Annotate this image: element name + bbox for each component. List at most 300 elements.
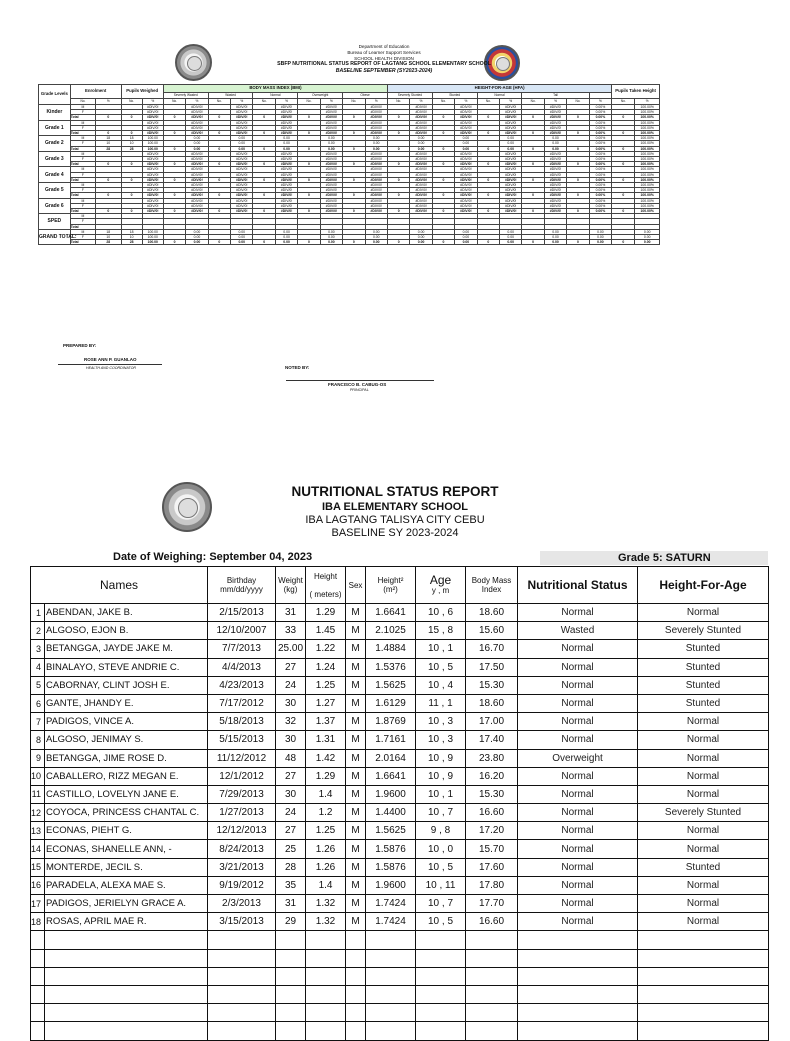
status-no-cell: 0 — [522, 131, 544, 136]
status-pct-cell: 0.00 — [410, 141, 432, 146]
tall-pct-cell: 0.00 — [589, 235, 612, 240]
tall-pct-cell: 0.00% — [589, 209, 612, 214]
pupils-weighed-no-cell: 0 — [121, 162, 142, 167]
header-weight-label: Weight — [278, 576, 303, 585]
status-pct-cell: #DIV/0! — [544, 209, 566, 214]
status-pct-cell: #DIV/0! — [544, 172, 566, 177]
sex-cell: M — [346, 604, 366, 622]
height-squared-cell: 1.5625 — [366, 822, 416, 840]
birthday-cell: 7/7/2013 — [208, 640, 276, 658]
empty-table-row — [31, 1004, 769, 1022]
student-name: GANTE, JHANDY E. — [45, 694, 208, 712]
nutritional-status-cell: Normal — [518, 676, 638, 694]
sex-label: Total — [70, 146, 95, 151]
report-title: NUTRITIONAL STATUS REPORT — [291, 484, 499, 499]
empty-cell — [416, 1004, 466, 1022]
status-pct-cell: #DIV/0! — [231, 125, 253, 130]
height-squared-cell: 1.4400 — [366, 804, 416, 822]
no-subheader: No. — [70, 99, 95, 105]
pupils-weighed-pct-cell: 100.00 — [142, 235, 163, 240]
nutritional-status-cell: Normal — [518, 767, 638, 785]
summary-row — [39, 240, 660, 245]
height-for-age-cell: Normal — [638, 604, 769, 622]
status-pct-cell: #DIV/0! — [365, 167, 387, 172]
height-for-age-cell: Stunted — [638, 640, 769, 658]
hfa-subheader: Normal — [477, 93, 522, 99]
status-pct-cell: #DIV/0! — [186, 193, 208, 198]
taken-height-pct-cell: 100.00% — [635, 177, 660, 182]
height-for-age-cell: Normal — [638, 840, 769, 858]
age-cell: 11 , 1 — [416, 694, 466, 712]
sex-label: Total — [70, 193, 95, 198]
header-height — [306, 567, 346, 604]
student-name: CABALLERO, RIZZ MEGAN E. — [45, 767, 208, 785]
empty-cell — [31, 931, 45, 949]
status-no-cell: 0 — [477, 162, 499, 167]
empty-cell — [366, 931, 416, 949]
no-subheader: No. — [253, 99, 275, 105]
status-pct-cell: #DIV/0! — [320, 105, 342, 110]
status-no-cell: 0 — [208, 115, 230, 120]
status-pct-cell: #DIV/0! — [365, 151, 387, 156]
status-pct-cell: #DIV/0! — [186, 110, 208, 115]
status-pct-cell: #DIV/0! — [500, 151, 522, 156]
status-no-cell: 0 — [343, 146, 365, 151]
header-height-for-age: Height-For-Age — [638, 567, 769, 604]
table-row — [31, 694, 769, 712]
status-pct-cell: 0.00 — [231, 240, 253, 245]
sex-label: M — [70, 214, 95, 219]
empty-cell — [518, 949, 638, 967]
tall-pct-cell: 0.00% — [589, 115, 612, 120]
nutritional-status-cell: Normal — [518, 694, 638, 712]
status-pct-cell: #DIV/0! — [186, 183, 208, 188]
nutritional-status-cell: Normal — [518, 822, 638, 840]
table-row — [31, 749, 769, 767]
empty-cell — [346, 967, 366, 985]
pupils-weighed-pct-cell: 100.00 — [142, 146, 163, 151]
height-squared-cell: 1.6641 — [366, 604, 416, 622]
taken-height-pct-cell: 0.00 — [635, 240, 660, 245]
status-pct-cell: #DIV/0! — [231, 203, 253, 208]
status-pct-cell: #DIV/0! — [410, 105, 432, 110]
pupils-weighed-pct-cell: #DIV/0! — [142, 183, 163, 188]
status-pct-cell: #DIV/0! — [186, 198, 208, 203]
header-line-2: Bureau of Learner Support Services — [347, 50, 421, 55]
enrolment-cell: 10 — [96, 141, 121, 146]
sex-label: F — [70, 157, 95, 162]
student-name: ECONAS, SHANELLE ANN, - — [45, 840, 208, 858]
sex-label: M — [70, 229, 95, 234]
no-subheader: No. — [477, 99, 499, 105]
sex-label: M — [70, 151, 95, 156]
status-pct-cell: #DIV/0! — [500, 120, 522, 125]
status-pct-cell: #DIV/0! — [365, 125, 387, 130]
enrolment-cell: 18 — [96, 136, 121, 141]
status-no-cell: 0 — [298, 209, 320, 214]
age-cell: 10 , 4 — [416, 676, 466, 694]
student-name: ECONAS, PIEHT G. — [45, 822, 208, 840]
height-squared-cell: 1.4884 — [366, 640, 416, 658]
prepared-by-role: HEALTH AND COORDINATOR — [86, 366, 136, 370]
baseline-label: BASELINE SY 2023-2024 — [331, 527, 459, 539]
status-pct-cell: #DIV/0! — [186, 105, 208, 110]
taken-height-pct-cell: 100.00% — [635, 183, 660, 188]
weight-cell: 48 — [276, 749, 306, 767]
status-pct-cell: #DIV/0! — [365, 120, 387, 125]
sex-cell: M — [346, 658, 366, 676]
pupils-weighed-pct-cell: #DIV/0! — [142, 177, 163, 182]
row-number: 16 — [31, 876, 45, 894]
status-pct-cell: #DIV/0! — [231, 198, 253, 203]
weight-cell: 25.00 — [276, 640, 306, 658]
nutritional-status-cell: Normal — [518, 658, 638, 676]
sex-cell: M — [346, 895, 366, 913]
height-cell: 1.2 — [306, 804, 346, 822]
empty-table-row — [31, 1022, 769, 1040]
status-no-cell: 0 — [432, 240, 454, 245]
status-pct-cell: 0.00 — [544, 141, 566, 146]
weight-cell: 29 — [276, 913, 306, 931]
grade-label: Grade 3 — [39, 151, 71, 167]
status-pct-cell: #DIV/0! — [275, 167, 297, 172]
age-cell: 10 , 7 — [416, 895, 466, 913]
status-pct-cell: #DIV/0! — [544, 198, 566, 203]
tall-no-cell: 0 — [567, 240, 589, 245]
summary-table — [38, 84, 660, 245]
pct-subheader: % — [231, 99, 253, 105]
sex-label: F — [70, 110, 95, 115]
prepared-by-name: ROSE ANN P. GUANLAO — [84, 357, 137, 362]
sex-cell: M — [346, 913, 366, 931]
status-pct-cell: #DIV/0! — [186, 172, 208, 177]
enrolment-cell: 18 — [96, 229, 121, 234]
nutritional-status-cell: Normal — [518, 804, 638, 822]
taken-height-pct-cell: 100.00% — [635, 120, 660, 125]
row-number: 4 — [31, 658, 45, 676]
sex-label: M — [70, 136, 95, 141]
nutritional-status-cell: Overweight — [518, 749, 638, 767]
status-pct-cell: #DIV/0! — [231, 172, 253, 177]
header-line-1: Department of Education — [358, 44, 410, 49]
summary-subtitle: BASELINE SEPTEMBER (SY2023-2024) — [335, 68, 433, 74]
status-no-cell: 0 — [163, 177, 185, 182]
student-name: CASTILLO, LOVELYN JANE E. — [45, 785, 208, 803]
status-pct-cell: #DIV/0! — [365, 131, 387, 136]
pupils-weighed-pct-cell: #DIV/0! — [142, 157, 163, 162]
status-pct-cell: #DIV/0! — [544, 110, 566, 115]
no-subheader: No. — [343, 99, 365, 105]
no-subheader: No. — [522, 99, 544, 105]
height-cell: 1.42 — [306, 749, 346, 767]
header-bmi — [466, 567, 518, 604]
taken-height-pct-cell: 100.00% — [635, 125, 660, 130]
tall-pct-cell: 0.00% — [589, 141, 612, 146]
birthday-cell: 2/3/2013 — [208, 895, 276, 913]
taken-height-pct-cell: 100.00% — [635, 198, 660, 203]
bmi-subheader: Severely Wasted — [163, 93, 208, 99]
bmi-cell: 17.60 — [466, 858, 518, 876]
sex-label: F — [70, 219, 95, 224]
pct-subheader: % — [142, 99, 163, 105]
height-cell: 1.32 — [306, 913, 346, 931]
empty-cell — [306, 985, 346, 1003]
status-no-cell: 0 — [477, 177, 499, 182]
empty-cell — [638, 1022, 769, 1040]
sex-label: M — [70, 167, 95, 172]
status-pct-cell: 0.00 — [231, 229, 253, 234]
status-pct-cell: 0.00 — [365, 240, 387, 245]
empty-cell — [466, 931, 518, 949]
empty-cell — [416, 931, 466, 949]
empty-cell — [518, 1004, 638, 1022]
status-pct-cell: #DIV/0! — [320, 188, 342, 193]
status-pct-cell: #DIV/0! — [231, 183, 253, 188]
status-pct-cell: #DIV/0! — [544, 203, 566, 208]
header-height-label: Height — [313, 571, 338, 581]
status-pct-cell: #DIV/0! — [186, 167, 208, 172]
empty-cell — [45, 931, 208, 949]
height-squared-cell: 1.7424 — [366, 895, 416, 913]
birthday-cell: 9/19/2012 — [208, 876, 276, 894]
height-cell: 1.25 — [306, 676, 346, 694]
status-pct-cell: #DIV/0! — [275, 120, 297, 125]
tall-pct-cell: 0.00% — [589, 110, 612, 115]
taken-height-pct-cell: 100.00% — [635, 151, 660, 156]
bmi-cell: 15.30 — [466, 785, 518, 803]
status-pct-cell: #DIV/0! — [410, 183, 432, 188]
status-no-cell: 0 — [298, 240, 320, 245]
empty-cell — [416, 949, 466, 967]
grade5-status-table — [30, 566, 769, 1041]
school-location: IBA LAGTANG TALISYA CITY CEBU — [305, 514, 485, 526]
enrolment-header: Enrolment — [70, 85, 121, 99]
hfa-subheader: Tall — [522, 93, 589, 99]
grade-label: GRAND TOTAL: — [39, 229, 71, 245]
tall-pct-cell: 0.00% — [589, 157, 612, 162]
bmi-cell: 17.50 — [466, 658, 518, 676]
empty-cell — [346, 1022, 366, 1040]
hfa-subheader: Stunted — [432, 93, 477, 99]
status-no-cell: 0 — [387, 115, 409, 120]
header-height-unit: ( meters) — [309, 589, 342, 599]
age-cell: 10 , 5 — [416, 858, 466, 876]
status-pct-cell: 0.00 — [410, 146, 432, 151]
tall-no-cell: 0 — [567, 146, 589, 151]
pupils-weighed-no-cell: 28 — [121, 146, 142, 151]
empty-cell — [366, 1004, 416, 1022]
taken-height-pct-cell: 100.00% — [635, 115, 660, 120]
taken-height-pct-cell: 100.00% — [635, 141, 660, 146]
row-number: 11 — [31, 785, 45, 803]
status-pct-cell: 0.00 — [500, 229, 522, 234]
status-no-cell: 0 — [298, 193, 320, 198]
status-pct-cell: #DIV/0! — [231, 131, 253, 136]
status-pct-cell: #DIV/0! — [500, 193, 522, 198]
weight-cell: 28 — [276, 858, 306, 876]
empty-cell — [45, 985, 208, 1003]
enrolment-cell: 0 — [96, 193, 121, 198]
taken-height-pct-cell: 100.00% — [635, 157, 660, 162]
pupils-weighed-pct-cell: #DIV/0! — [142, 110, 163, 115]
height-cell: 1.26 — [306, 840, 346, 858]
status-pct-cell: #DIV/0! — [455, 105, 477, 110]
header-names: Names — [31, 567, 208, 604]
student-name: BETANGGA, JIME ROSE D. — [45, 749, 208, 767]
status-pct-cell: 0.00 — [544, 146, 566, 151]
sex-cell: M — [346, 749, 366, 767]
tall-pct-cell: 0.00% — [589, 146, 612, 151]
status-pct-cell: #DIV/0! — [275, 151, 297, 156]
grade-section-label: Grade 5: SATURN — [540, 551, 768, 565]
status-pct-cell: #DIV/0! — [320, 167, 342, 172]
status-pct-cell: #DIV/0! — [544, 125, 566, 130]
status-pct-cell: #DIV/0! — [365, 172, 387, 177]
sex-cell: M — [346, 713, 366, 731]
height-for-age-cell: Stunted — [638, 676, 769, 694]
table-row — [31, 658, 769, 676]
status-pct-cell: 0.00 — [231, 146, 253, 151]
empty-cell — [638, 967, 769, 985]
status-pct-cell: 0.00 — [186, 141, 208, 146]
status-pct-cell: #DIV/0! — [500, 105, 522, 110]
row-number: 8 — [31, 731, 45, 749]
status-no-cell: 0 — [208, 177, 230, 182]
enrolment-cell: 0 — [96, 177, 121, 182]
status-pct-cell: #DIV/0! — [365, 203, 387, 208]
birthday-cell: 7/17/2012 — [208, 694, 276, 712]
birthday-cell: 12/10/2007 — [208, 622, 276, 640]
pupils-weighed-no-cell: 18 — [121, 136, 142, 141]
tall-pct-cell: 0.00% — [589, 183, 612, 188]
status-pct-cell: 0.00 — [544, 229, 566, 234]
status-pct-cell: #DIV/0! — [365, 162, 387, 167]
height-for-age-cell: Normal — [638, 767, 769, 785]
status-pct-cell: #DIV/0! — [544, 151, 566, 156]
status-pct-cell: 0.00 — [410, 235, 432, 240]
table-row — [31, 895, 769, 913]
tall-pct-cell: 0.00% — [589, 131, 612, 136]
bmi-cell: 16.60 — [466, 804, 518, 822]
nutritional-status-cell: Normal — [518, 913, 638, 931]
pupils-weighed-pct-cell: 100.00 — [142, 141, 163, 146]
noted-by-role: PRINCIPAL — [350, 388, 369, 392]
empty-cell — [31, 949, 45, 967]
status-no-cell: 0 — [343, 115, 365, 120]
pupils-weighed-pct-cell: #DIV/0! — [142, 151, 163, 156]
pupils-weighed-pct-cell: #DIV/0! — [142, 193, 163, 198]
status-no-cell: 0 — [163, 115, 185, 120]
status-no-cell: 0 — [387, 146, 409, 151]
status-no-cell: 0 — [477, 193, 499, 198]
status-pct-cell: #DIV/0! — [275, 183, 297, 188]
status-pct-cell: #DIV/0! — [186, 188, 208, 193]
pupils-weighed-pct-cell: #DIV/0! — [142, 172, 163, 177]
status-no-cell: 0 — [208, 209, 230, 214]
table-row — [31, 913, 769, 931]
tall-pct-cell: 0.00 — [589, 229, 612, 234]
pct-subheader: % — [500, 99, 522, 105]
table-row — [31, 822, 769, 840]
pupils-weighed-no-cell: 0 — [121, 209, 142, 214]
table-row — [31, 804, 769, 822]
status-pct-cell: #DIV/0! — [500, 115, 522, 120]
pct-subheader: % — [320, 99, 342, 105]
row-number: 10 — [31, 767, 45, 785]
tall-no-cell: 0 — [567, 209, 589, 214]
nutritional-status-cell: Normal — [518, 840, 638, 858]
height-for-age-cell: Stunted — [638, 658, 769, 676]
status-pct-cell: #DIV/0! — [455, 131, 477, 136]
grade-label: Kinder — [39, 105, 71, 121]
status-no-cell: 0 — [163, 131, 185, 136]
sex-label: Total — [70, 209, 95, 214]
status-pct-cell: #DIV/0! — [320, 115, 342, 120]
status-pct-cell: #DIV/0! — [455, 172, 477, 177]
status-pct-cell: #DIV/0! — [500, 162, 522, 167]
bmi-cell: 17.80 — [466, 876, 518, 894]
status-no-cell: 0 — [343, 177, 365, 182]
empty-cell — [518, 931, 638, 949]
status-pct-cell: 0.00 — [186, 136, 208, 141]
table-row — [31, 622, 769, 640]
student-name: ALGOSO, JENIMAY S. — [45, 731, 208, 749]
hfa-header: HEIGHT-FOR-AGE (HFA) — [387, 85, 611, 93]
height-for-age-cell: Stunted — [638, 858, 769, 876]
nutritional-status-cell: Normal — [518, 731, 638, 749]
status-pct-cell: #DIV/0! — [365, 193, 387, 198]
status-pct-cell: #DIV/0! — [455, 209, 477, 214]
age-cell: 10 , 3 — [416, 713, 466, 731]
header-nutritional-status: Nutritional Status — [518, 567, 638, 604]
taken-height-pct-cell: 100.00% — [635, 172, 660, 177]
student-name: COYOCA, PRINCESS CHANTAL C. — [45, 804, 208, 822]
height-cell: 1.27 — [306, 694, 346, 712]
status-pct-cell: #DIV/0! — [455, 167, 477, 172]
status-pct-cell: #DIV/0! — [231, 177, 253, 182]
status-pct-cell: 0.00 — [455, 229, 477, 234]
pct-subheader: % — [544, 99, 566, 105]
status-pct-cell: 0.00 — [544, 136, 566, 141]
status-no-cell: 0 — [432, 209, 454, 214]
status-pct-cell: #DIV/0! — [320, 177, 342, 182]
status-no-cell: 0 — [522, 177, 544, 182]
status-pct-cell: #DIV/0! — [500, 188, 522, 193]
empty-cell — [31, 1022, 45, 1040]
height-squared-cell: 1.7161 — [366, 731, 416, 749]
sex-label: F — [70, 188, 95, 193]
row-number: 3 — [31, 640, 45, 658]
height-cell: 1.22 — [306, 640, 346, 658]
status-no-cell: 0 — [522, 240, 544, 245]
weight-cell: 32 — [276, 713, 306, 731]
taken-height-pct-cell: 0.00 — [635, 229, 660, 234]
height-cell: 1.32 — [306, 895, 346, 913]
status-no-cell: 0 — [163, 209, 185, 214]
birthday-cell: 12/12/2013 — [208, 822, 276, 840]
status-pct-cell: #DIV/0! — [320, 151, 342, 156]
grade-label: Grade 4 — [39, 167, 71, 183]
empty-cell — [518, 985, 638, 1003]
taken-height-no-cell: 0 — [612, 209, 635, 214]
age-cell: 10 , 6 — [416, 604, 466, 622]
status-pct-cell: 0.00 — [275, 136, 297, 141]
height-squared-cell: 1.9600 — [366, 876, 416, 894]
enrolment-cell: 0 — [96, 209, 121, 214]
row-number: 15 — [31, 858, 45, 876]
taken-height-pct-cell: 100.00% — [635, 167, 660, 172]
birthday-cell: 3/15/2013 — [208, 913, 276, 931]
